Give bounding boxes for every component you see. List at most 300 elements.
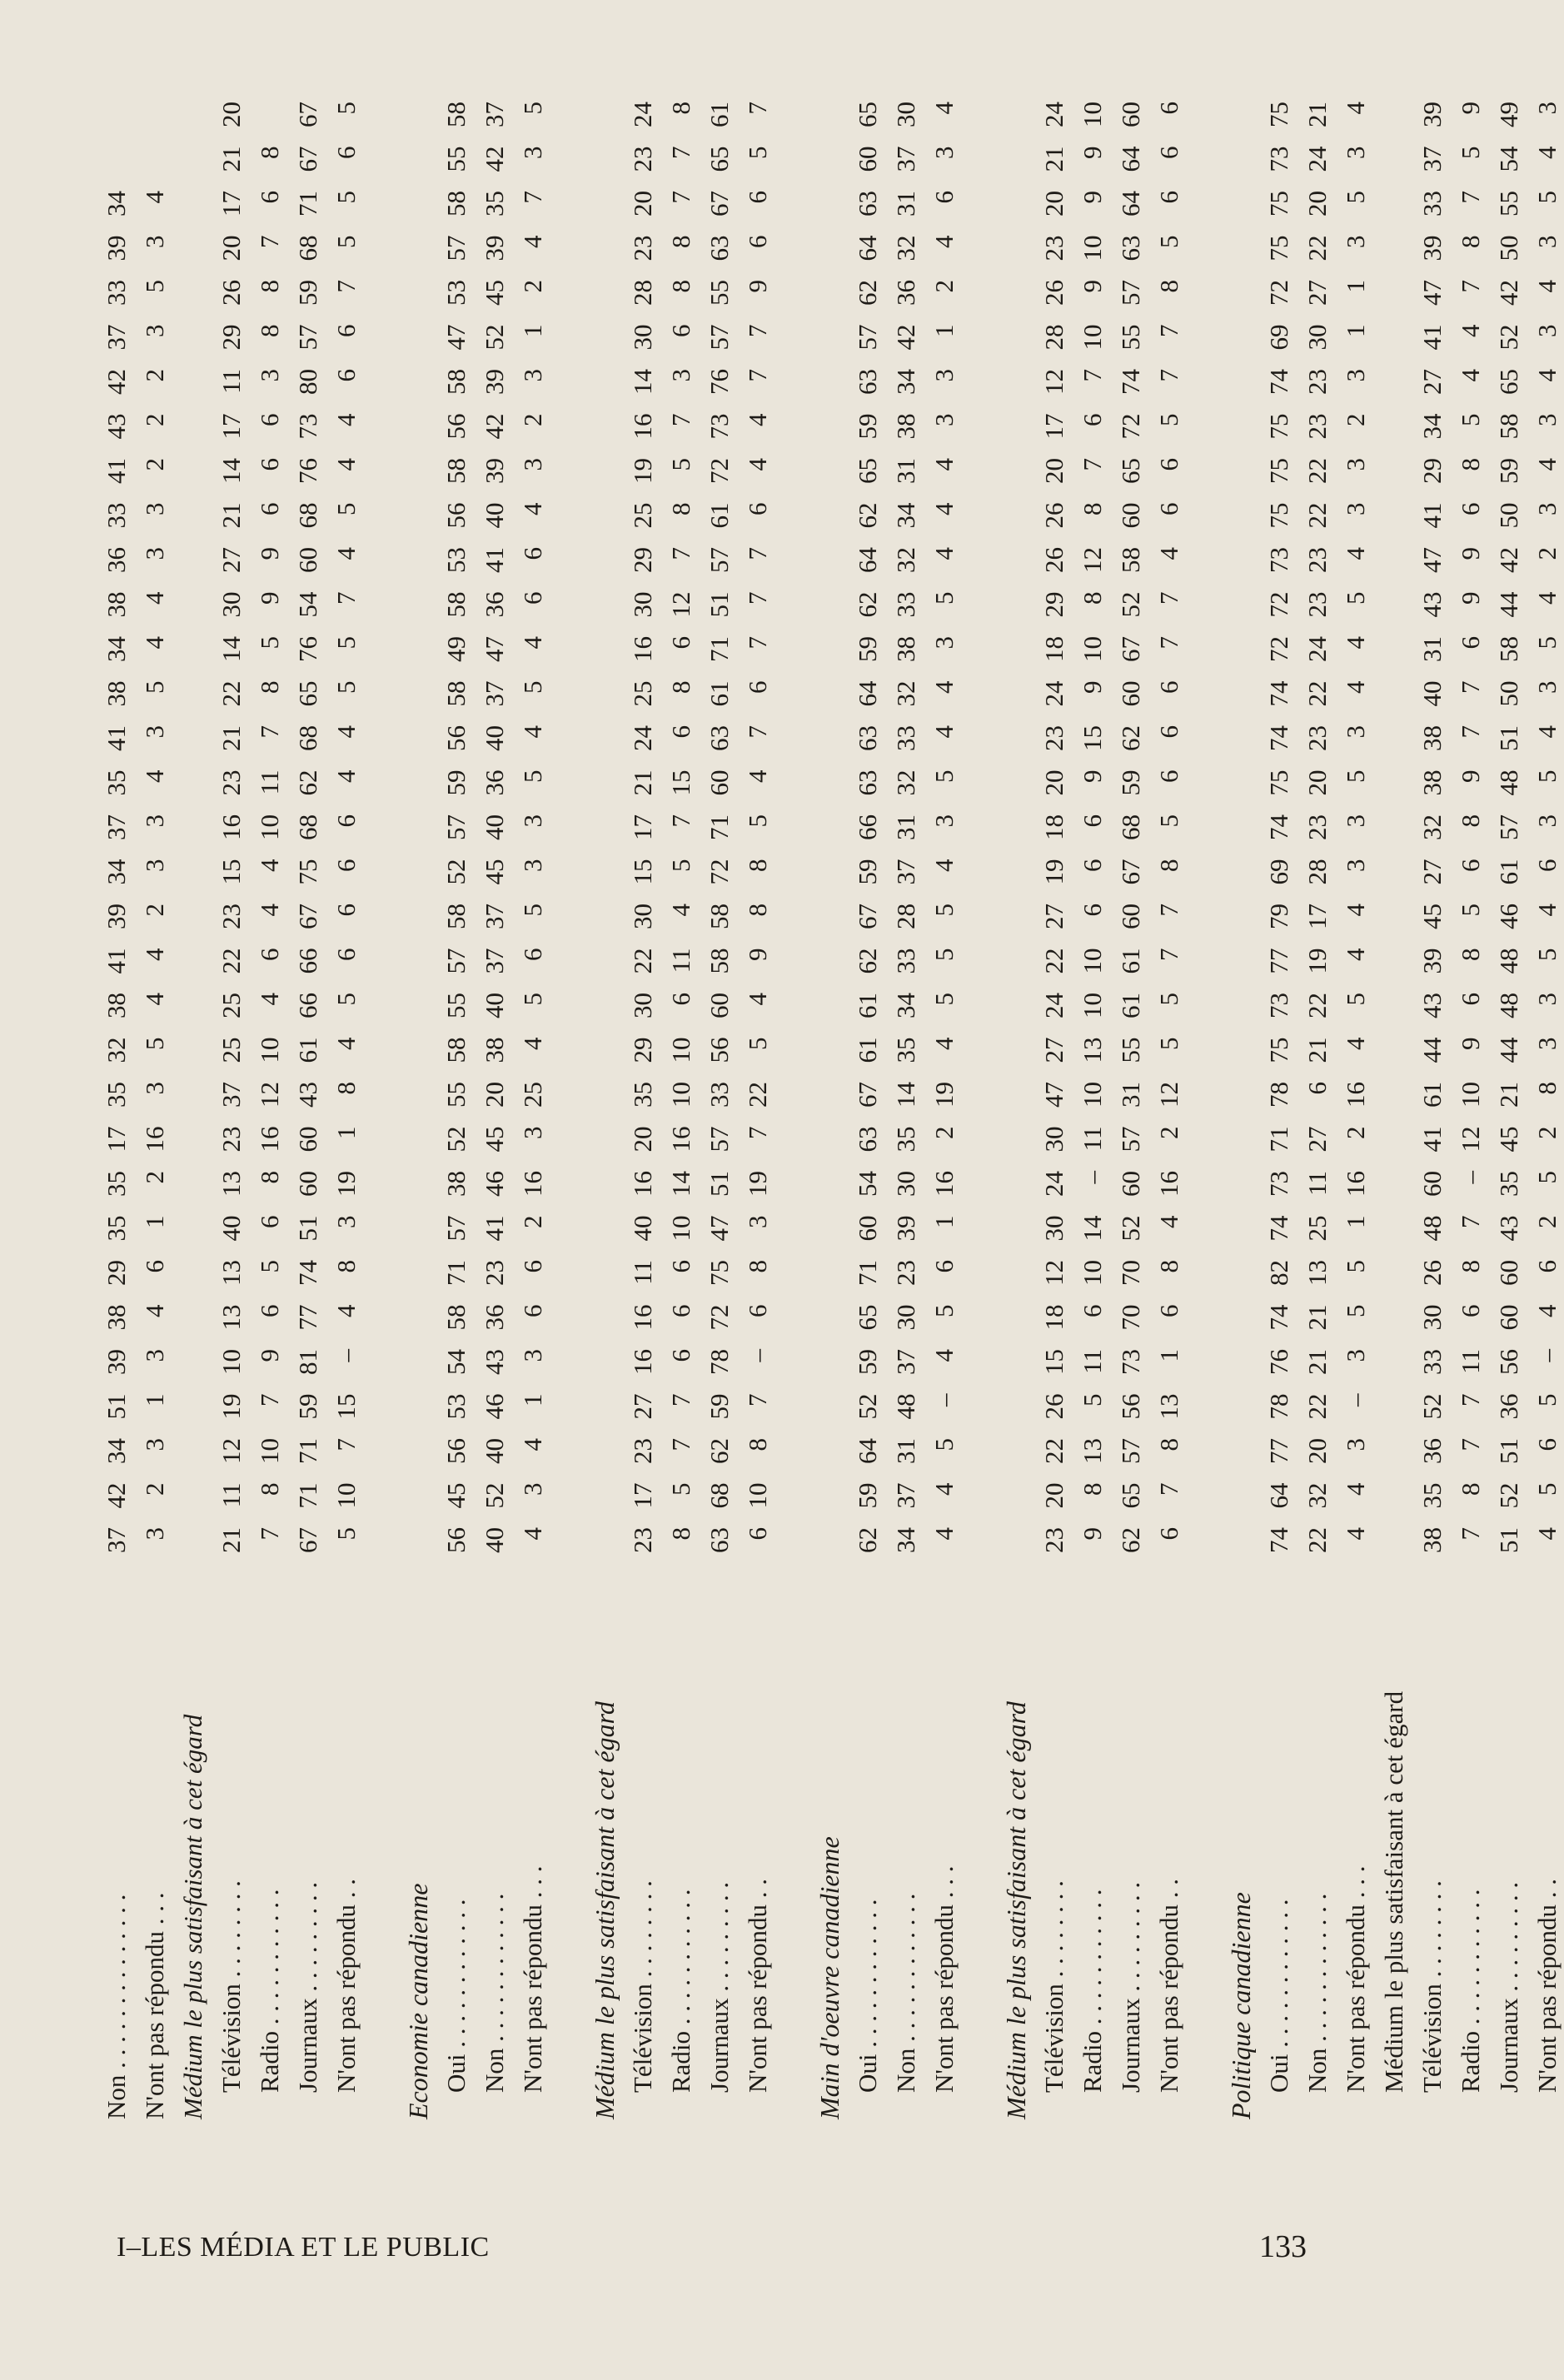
table-cell: 74: [1264, 814, 1293, 840]
table-cell: 3: [1341, 859, 1370, 872]
table-cell: 29: [1417, 458, 1447, 484]
table-cell: 17: [1303, 904, 1332, 929]
table-cell: 20: [628, 191, 657, 217]
table-cell: 4: [1532, 725, 1562, 739]
table-cell: 52: [480, 324, 509, 351]
table-cell: 8: [255, 1482, 284, 1496]
table-cell: 3: [140, 1438, 169, 1451]
table-cell: 3: [140, 547, 169, 560]
table-cell: 75: [293, 859, 322, 885]
table-cell: 35: [1417, 1482, 1447, 1509]
table-cell: 5: [1154, 814, 1183, 828]
table-cell: 52: [1494, 1482, 1523, 1509]
table-cell: 67: [293, 904, 322, 929]
table-cell: 50: [1494, 235, 1523, 261]
table-cell: 62: [853, 948, 882, 974]
row-label: N'ont pas répondu . . .: [929, 1865, 959, 2093]
section-title: Médium le plus satisfaisant à cet égard: [590, 1701, 620, 2119]
table-cell: 43: [1494, 1215, 1523, 1242]
table-cell: 61: [1494, 859, 1523, 885]
table-cell: 20: [1039, 191, 1068, 217]
table-cell: 3: [1341, 1438, 1370, 1451]
table-cell: 48: [1417, 1215, 1447, 1242]
table-cell: 22: [1039, 948, 1068, 974]
table-cell: 10: [1078, 102, 1107, 127]
table-cell: 5: [1532, 1482, 1562, 1496]
table-cell: 66: [293, 948, 322, 974]
row-label: Radio . . . . . . . . . . .: [666, 1889, 695, 2093]
table-cell: 32: [891, 680, 920, 707]
table-cell: 65: [705, 146, 734, 172]
table-cell: 68: [705, 1482, 734, 1509]
table-cell: 10: [743, 1482, 772, 1509]
table-cell: 5: [331, 102, 361, 115]
table-cell: 6: [743, 235, 772, 248]
rotated-table: [67, 67, 1562, 2119]
table-cell: 16: [628, 413, 657, 440]
table-cell: 9: [1456, 1037, 1485, 1050]
table-cell: 47: [480, 636, 509, 662]
table-cell: 5: [929, 904, 959, 917]
table-cell: 63: [705, 235, 734, 261]
table-cell: 5: [255, 636, 284, 650]
table-cell: 55: [441, 1082, 471, 1108]
table-cell: 4: [255, 904, 284, 917]
table-cell: 60: [1116, 680, 1145, 707]
table-cell: 7: [743, 1126, 772, 1139]
table-cell: 42: [1494, 280, 1523, 306]
table-cell: 3: [140, 859, 169, 872]
table-cell: 58: [1494, 636, 1523, 662]
table-cell: 4: [331, 725, 361, 739]
table-cell: 7: [1456, 1527, 1485, 1541]
table-cell: 15: [217, 859, 246, 885]
table-cell: 3: [1532, 993, 1562, 1006]
table-cell: 57: [1116, 1126, 1145, 1153]
table-cell: 59: [853, 636, 882, 662]
table-cell: 30: [891, 102, 920, 127]
table-cell: 75: [1264, 1037, 1293, 1063]
table-cell: 22: [217, 680, 246, 707]
table-cell: 3: [518, 1482, 547, 1496]
table-cell: 5: [1341, 993, 1370, 1006]
table-cell: 9: [1078, 146, 1107, 159]
table-cell: 76: [705, 369, 734, 395]
table-cell: 8: [1456, 948, 1485, 961]
table-cell: 29: [628, 547, 657, 573]
table-cell: 50: [1494, 680, 1523, 707]
table-cell: 35: [628, 1082, 657, 1108]
table-cell: 37: [480, 102, 509, 127]
table-cell: 25: [628, 680, 657, 707]
table-cell: 4: [929, 458, 959, 471]
table-cell: 17: [1039, 413, 1068, 440]
table-cell: 1: [140, 1393, 169, 1407]
table-cell: 3: [1341, 146, 1370, 159]
table-cell: 77: [1264, 948, 1293, 974]
table-cell: 3: [743, 1215, 772, 1228]
table-cell: 4: [331, 769, 361, 783]
table-cell: 42: [102, 369, 131, 395]
table-cell: 38: [891, 413, 920, 440]
table-cell: 15: [1078, 725, 1107, 751]
table-cell: 47: [1417, 280, 1447, 306]
table-cell: 64: [853, 547, 882, 573]
table-cell: 4: [331, 458, 361, 471]
table-cell: 16: [628, 1349, 657, 1375]
table-cell: 7: [1154, 636, 1183, 650]
table-cell: 59: [853, 859, 882, 885]
table-cell: 7: [1078, 458, 1107, 471]
table-cell: 39: [480, 458, 509, 484]
table-cell: 58: [441, 680, 471, 707]
table-cell: 63: [853, 1126, 882, 1153]
table-cell: 41: [480, 1215, 509, 1242]
table-cell: 56: [441, 725, 471, 751]
table-cell: 5: [1154, 1037, 1183, 1050]
table-cell: 7: [331, 1438, 361, 1451]
table-cell: 21: [1303, 102, 1332, 127]
table-cell: 53: [441, 280, 471, 306]
table-cell: 4: [929, 547, 959, 560]
table-cell: 67: [293, 102, 322, 127]
table-cell: 4: [929, 1349, 959, 1362]
table-cell: 61: [853, 1037, 882, 1063]
table-cell: 3: [331, 1215, 361, 1228]
table-cell: 73: [1264, 993, 1293, 1018]
table-cell: 6: [1154, 146, 1183, 159]
table-cell: 13: [1154, 1393, 1183, 1420]
table-cell: 67: [293, 146, 322, 172]
table-cell: 20: [1303, 1438, 1332, 1464]
table-cell: 2: [140, 458, 169, 471]
table-cell: 10: [217, 1349, 246, 1375]
row-label: Télévision . . . . . . . .: [628, 1880, 657, 2093]
section-title: Main d'oeuvre canadienne: [814, 1836, 844, 2119]
table-cell: 7: [666, 1438, 695, 1451]
table-cell: 75: [1264, 458, 1293, 484]
table-cell: 6: [255, 191, 284, 204]
row-label: Médium le plus satisfaisant à cet égard: [178, 1714, 207, 2119]
table-cell: 61: [705, 680, 734, 707]
table-cell: 23: [480, 1260, 509, 1286]
table-cell: 1: [331, 1126, 361, 1139]
row-label: Télévision . . . . . . . .: [1039, 1880, 1068, 2093]
table-cell: 61: [1116, 993, 1145, 1018]
table-cell: 8: [1154, 859, 1183, 872]
table-cell: 6: [1532, 1260, 1562, 1273]
table-cell: 10: [1456, 1082, 1485, 1108]
page-number: 133: [1259, 2229, 1307, 2264]
table-cell: 2: [1532, 1215, 1562, 1228]
table-cell: 7: [743, 725, 772, 739]
table-cell: 5: [140, 280, 169, 293]
table-cell: 13: [1078, 1037, 1107, 1063]
table-cell: 59: [853, 1349, 882, 1375]
table-cell: 6: [743, 1527, 772, 1541]
table-cell: 75: [1264, 502, 1293, 529]
table-cell: 4: [1532, 1527, 1562, 1541]
table-cell: 9: [255, 547, 284, 560]
table-cell: 61: [1116, 948, 1145, 974]
table-cell: 3: [1341, 235, 1370, 248]
table-cell: 23: [1303, 547, 1332, 573]
table-cell: 9: [1456, 769, 1485, 783]
table-cell: 7: [255, 725, 284, 739]
table-cell: 4: [743, 769, 772, 783]
row-label: Non . . . . . . . . . . . .: [891, 1893, 920, 2093]
table-cell: 4: [1341, 1527, 1370, 1541]
table-cell: 65: [853, 458, 882, 484]
table-cell: 3: [140, 502, 169, 515]
table-cell: 68: [1116, 814, 1145, 840]
table-cell: 4: [140, 1304, 169, 1317]
table-cell: 73: [1264, 146, 1293, 172]
table-cell: 8: [1078, 502, 1107, 515]
table-cell: 65: [1116, 458, 1145, 484]
table-cell: 38: [102, 591, 131, 618]
table-cell: 2: [929, 1126, 959, 1139]
table-cell: 7: [743, 591, 772, 605]
table-cell: 55: [705, 280, 734, 306]
table-cell: 63: [1116, 235, 1145, 261]
table-cell: 67: [853, 904, 882, 929]
table-cell: 71: [293, 1438, 322, 1464]
table-cell: 5: [518, 993, 547, 1006]
table-cell: 41: [480, 547, 509, 573]
table-cell: 44: [1417, 1037, 1447, 1063]
table-cell: 19: [217, 1393, 246, 1420]
table-cell: 39: [102, 904, 131, 929]
table-cell: 58: [441, 1037, 471, 1063]
table-cell: 3: [1341, 502, 1370, 515]
table-cell: 4: [1341, 1037, 1370, 1050]
table-cell: 31: [1116, 1082, 1145, 1108]
table-cell: 72: [1116, 413, 1145, 440]
table-cell: 8: [1154, 1438, 1183, 1451]
table-cell: 6: [929, 191, 959, 204]
row-label: Non . . . . . . . . . . . .: [480, 1893, 509, 2093]
table-cell: 7: [1456, 1393, 1485, 1407]
table-cell: 37: [480, 904, 509, 929]
table-cell: 5: [1532, 191, 1562, 204]
table-cell: 75: [1264, 769, 1293, 796]
table-cell: 51: [1494, 1527, 1523, 1553]
table-cell: 62: [853, 591, 882, 618]
table-cell: 34: [102, 636, 131, 662]
row-label: Télévision . . . . . . . .: [217, 1880, 246, 2093]
table-cell: 33: [1417, 1349, 1447, 1375]
table-cell: 3: [140, 324, 169, 337]
table-cell: 6: [1456, 993, 1485, 1006]
table-cell: 58: [441, 904, 471, 929]
table-cell: 5: [1154, 413, 1183, 426]
table-cell: 7: [1078, 369, 1107, 382]
table-cell: 7: [743, 369, 772, 382]
table-cell: 58: [1494, 413, 1523, 440]
table-cell: 16: [628, 636, 657, 662]
table-cell: 4: [743, 458, 772, 471]
table-cell: 54: [441, 1349, 471, 1375]
table-cell: 3: [518, 458, 547, 471]
table-cell: 12: [255, 1082, 284, 1108]
table-cell: 6: [518, 1304, 547, 1317]
table-cell: 41: [1417, 324, 1447, 351]
table-cell: 4: [1341, 904, 1370, 917]
table-cell: 7: [1154, 948, 1183, 961]
table-cell: 58: [1116, 547, 1145, 573]
table-cell: 6: [1154, 102, 1183, 115]
table-cell: 37: [102, 1527, 131, 1553]
table-cell: 7: [666, 814, 695, 828]
table-cell: 46: [480, 1393, 509, 1420]
table-cell: 13: [1303, 1260, 1332, 1286]
table-cell: 2: [140, 1482, 169, 1496]
table-cell: 19: [331, 1171, 361, 1197]
table-cell: 7: [743, 324, 772, 337]
table-cell: 5: [1341, 1304, 1370, 1317]
table-cell: 48: [891, 1393, 920, 1420]
table-cell: 6: [1154, 1527, 1183, 1541]
table-cell: 2: [140, 904, 169, 917]
table-cell: 3: [518, 146, 547, 159]
table-cell: 5: [1456, 904, 1485, 917]
table-cell: 4: [1532, 458, 1562, 471]
table-cell: 12: [1078, 547, 1107, 573]
table-cell: 81: [293, 1349, 322, 1375]
table-cell: 27: [628, 1393, 657, 1420]
table-cell: 37: [1417, 146, 1447, 172]
table-cell: 5: [743, 1037, 772, 1050]
table-cell: 8: [1154, 1260, 1183, 1273]
table-cell: 5: [518, 102, 547, 115]
table-cell: 10: [1078, 636, 1107, 662]
table-cell: 11: [217, 1482, 246, 1508]
table-cell: 5: [929, 993, 959, 1006]
table-cell: 3: [1532, 680, 1562, 694]
table-cell: 31: [891, 1438, 920, 1464]
table-cell: 2: [518, 1215, 547, 1228]
table-cell: 48: [1494, 769, 1523, 796]
table-cell: 40: [217, 1215, 246, 1242]
table-cell: 35: [480, 191, 509, 217]
row-label: N'ont pas répondu . .: [1154, 1879, 1183, 2093]
table-cell: 5: [929, 591, 959, 605]
row-label: N'ont pas répondu . .: [1532, 1879, 1562, 2093]
table-cell: 6: [1154, 458, 1183, 471]
table-cell: 39: [480, 369, 509, 395]
table-cell: 23: [217, 904, 246, 929]
table-cell: 38: [102, 1304, 131, 1331]
table-cell: 23: [628, 1527, 657, 1553]
table-cell: 3: [1341, 369, 1370, 382]
table-cell: 7: [743, 102, 772, 115]
table-cell: 21: [1039, 146, 1068, 172]
table-cell: 18: [1039, 814, 1068, 840]
table-cell: 27: [1303, 280, 1332, 306]
table-cell: 70: [1116, 1260, 1145, 1286]
table-cell: 64: [853, 235, 882, 261]
table-cell: 60: [1417, 1171, 1447, 1197]
table-cell: 43: [293, 1082, 322, 1108]
table-cell: 16: [518, 1171, 547, 1197]
table-cell: 6: [518, 547, 547, 560]
table-cell: 30: [1417, 1304, 1447, 1331]
table-cell: 62: [705, 1438, 734, 1464]
table-cell: 58: [441, 458, 471, 484]
table-cell: 35: [891, 1126, 920, 1153]
table-cell: 5: [1341, 1260, 1370, 1273]
running-footer: I–LES MÉDIA ET LE PUBLIC: [117, 2232, 490, 2263]
table-cell: –: [1078, 1171, 1107, 1184]
table-cell: 66: [853, 814, 882, 840]
table-cell: 63: [705, 725, 734, 751]
table-cell: 14: [1078, 1215, 1107, 1242]
table-cell: 21: [1303, 1037, 1332, 1063]
table-cell: 4: [929, 1482, 959, 1496]
table-cell: 24: [1303, 636, 1332, 662]
table-cell: 21: [628, 769, 657, 796]
table-cell: 26: [1039, 280, 1068, 306]
table-cell: 9: [743, 948, 772, 961]
table-cell: 5: [331, 502, 361, 515]
table-cell: 73: [705, 413, 734, 440]
table-cell: 20: [1039, 458, 1068, 484]
table-cell: 23: [217, 769, 246, 796]
table-cell: 5: [1341, 591, 1370, 605]
table-cell: 4: [518, 1527, 547, 1541]
table-cell: 4: [331, 413, 361, 426]
table-cell: 23: [217, 1126, 246, 1153]
table-cell: 21: [217, 1527, 246, 1553]
table-cell: 72: [705, 859, 734, 885]
table-cell: 64: [1264, 1482, 1293, 1509]
table-cell: 6: [518, 591, 547, 605]
table-cell: 33: [891, 948, 920, 974]
table-cell: 6: [255, 458, 284, 471]
row-label: N'ont pas répondu . .: [331, 1879, 361, 2093]
table-cell: 16: [666, 1126, 695, 1153]
row-label: Radio . . . . . . . . . . .: [1456, 1889, 1485, 2093]
table-cell: 67: [293, 1527, 322, 1553]
table-cell: 6: [666, 1260, 695, 1273]
table-cell: 52: [853, 1393, 882, 1420]
table-cell: 62: [853, 1527, 882, 1553]
table-cell: 75: [1264, 413, 1293, 440]
table-cell: 40: [480, 502, 509, 529]
table-cell: 33: [1417, 191, 1447, 217]
table-cell: 78: [705, 1349, 734, 1375]
table-cell: 11: [1078, 1126, 1107, 1152]
table-cell: 2: [518, 413, 547, 426]
table-cell: 59: [705, 1393, 734, 1420]
table-cell: 52: [1417, 1393, 1447, 1420]
table-cell: 4: [1154, 547, 1183, 560]
table-cell: 75: [1264, 191, 1293, 217]
table-cell: 1: [1341, 1215, 1370, 1228]
table-cell: 2: [1532, 1126, 1562, 1139]
table-cell: 9: [1078, 280, 1107, 293]
table-cell: 4: [140, 769, 169, 783]
table-cell: 42: [1494, 547, 1523, 573]
table-cell: 37: [102, 814, 131, 840]
table-cell: 10: [255, 1438, 284, 1464]
table-cell: 4: [1341, 102, 1370, 115]
table-cell: 33: [705, 1082, 734, 1108]
table-cell: 3: [929, 814, 959, 828]
table-cell: 52: [1116, 1215, 1145, 1242]
table-cell: 10: [255, 814, 284, 840]
